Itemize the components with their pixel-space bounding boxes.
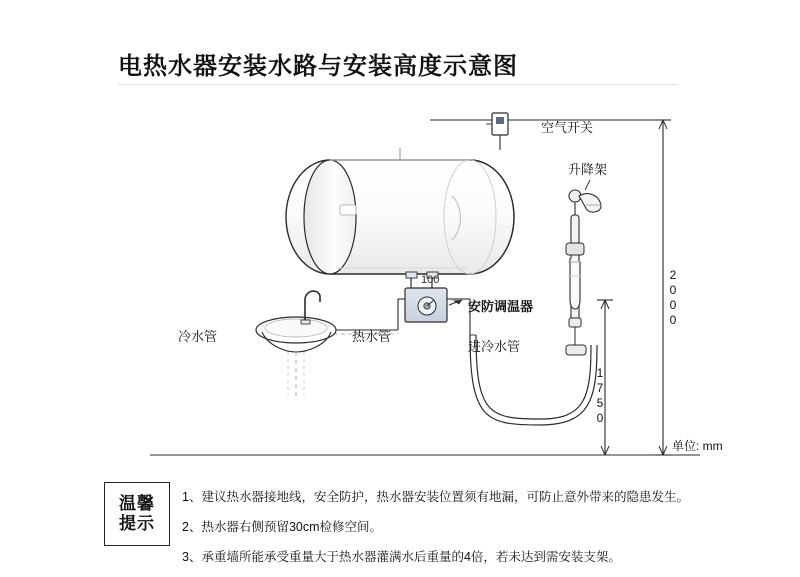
label-unit: 单位: mm bbox=[672, 439, 723, 453]
label-valve-mark: 100 bbox=[421, 274, 440, 286]
tip-item-3: 3、承重墙所能承受重量大于热水器灌满水后重量的4倍，若未达到需安装支架。 bbox=[182, 550, 621, 564]
label-cold-pipe: 冷水管 bbox=[178, 329, 218, 344]
label-inlet-cold-pipe: 进冷水管 bbox=[468, 339, 521, 354]
label-thermostat: 安防调温器 bbox=[468, 299, 534, 314]
tip-item-2: 2、热水器右侧预留30cm检修空间。 bbox=[182, 520, 383, 534]
tips-badge-line2: 提示 bbox=[119, 514, 155, 533]
label-hot-pipe: 热水管 bbox=[352, 329, 392, 344]
label-lift-rack: 升降架 bbox=[568, 162, 608, 177]
tips-badge-line1: 温馨 bbox=[119, 494, 155, 514]
dimension-2000: 2000 bbox=[666, 268, 680, 328]
page-title: 电热水器安装水路与安装高度示意图 bbox=[118, 53, 518, 80]
tips-badge bbox=[104, 482, 170, 546]
dimension-1750: 1750 bbox=[593, 366, 607, 426]
tips-list bbox=[182, 487, 742, 577]
label-air-switch: 空气开关 bbox=[541, 120, 594, 135]
tip-item-1: 1、建议热水器接地线，安全防护，热水器安装位置须有地漏，可防止意外带来的隐患发生。 bbox=[182, 490, 689, 504]
